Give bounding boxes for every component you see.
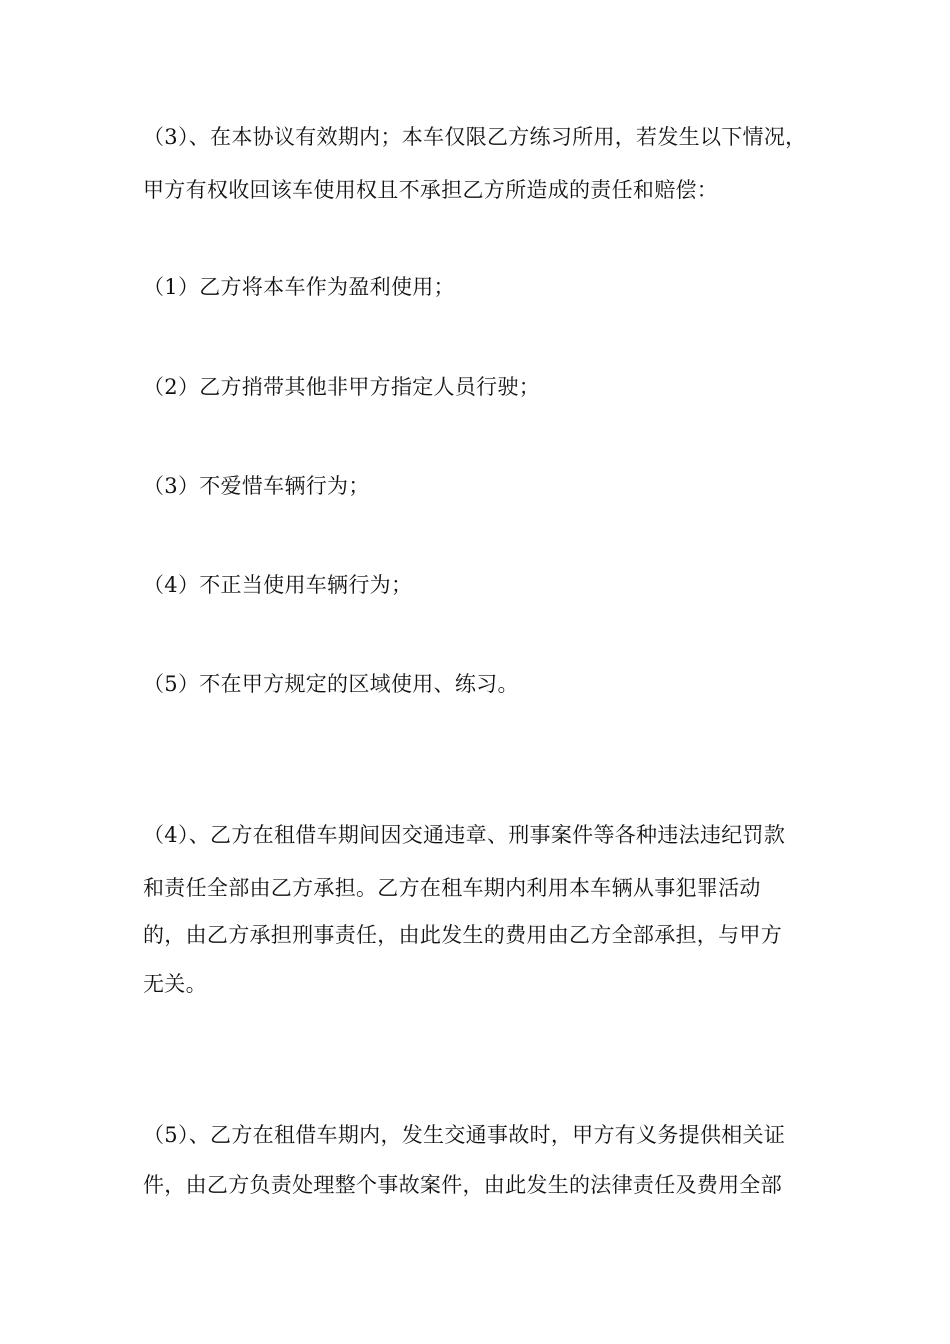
clause-4-line-1: （4）、乙方在租借车期间因交通违章、刑事案件等各种违法违纪罚款	[143, 823, 786, 847]
clause-5-line-2: 件，由乙方负责处理整个事故案件，由此发生的法律责任及费用全部	[143, 1173, 782, 1197]
clause-4-line-2: 和责任全部由乙方承担。乙方在租车期内利用本车辆从事犯罪活动	[143, 876, 761, 900]
clause-3-item-3: （3）不爱惜车辆行为；	[143, 474, 370, 498]
clause-4-line-4: 无关。	[143, 972, 207, 996]
clause-3-item-4: （4）不正当使用车辆行为；	[143, 573, 413, 597]
clause-3-line-1: （3）、在本协议有效期内；本车仅限乙方练习所用，若发生以下情况，	[143, 125, 807, 149]
clause-5-line-1: （5）、乙方在租借车期内，发生交通事故时，甲方有义务提供相关证	[143, 1123, 786, 1147]
clause-4-line-3: 的，由乙方承担刑事责任，由此发生的费用由乙方全部承担，与甲方	[143, 923, 782, 947]
clause-3-line-2: 甲方有权收回该车使用权且不承担乙方所造成的责任和赔偿：	[143, 178, 719, 202]
clause-3-item-1: （1）乙方将本车作为盈利使用；	[143, 275, 455, 299]
clause-3-item-2: （2）乙方捎带其他非甲方指定人员行驶；	[143, 375, 541, 399]
clause-3-item-5: （5）不在甲方规定的区域使用、练习。	[143, 672, 519, 696]
